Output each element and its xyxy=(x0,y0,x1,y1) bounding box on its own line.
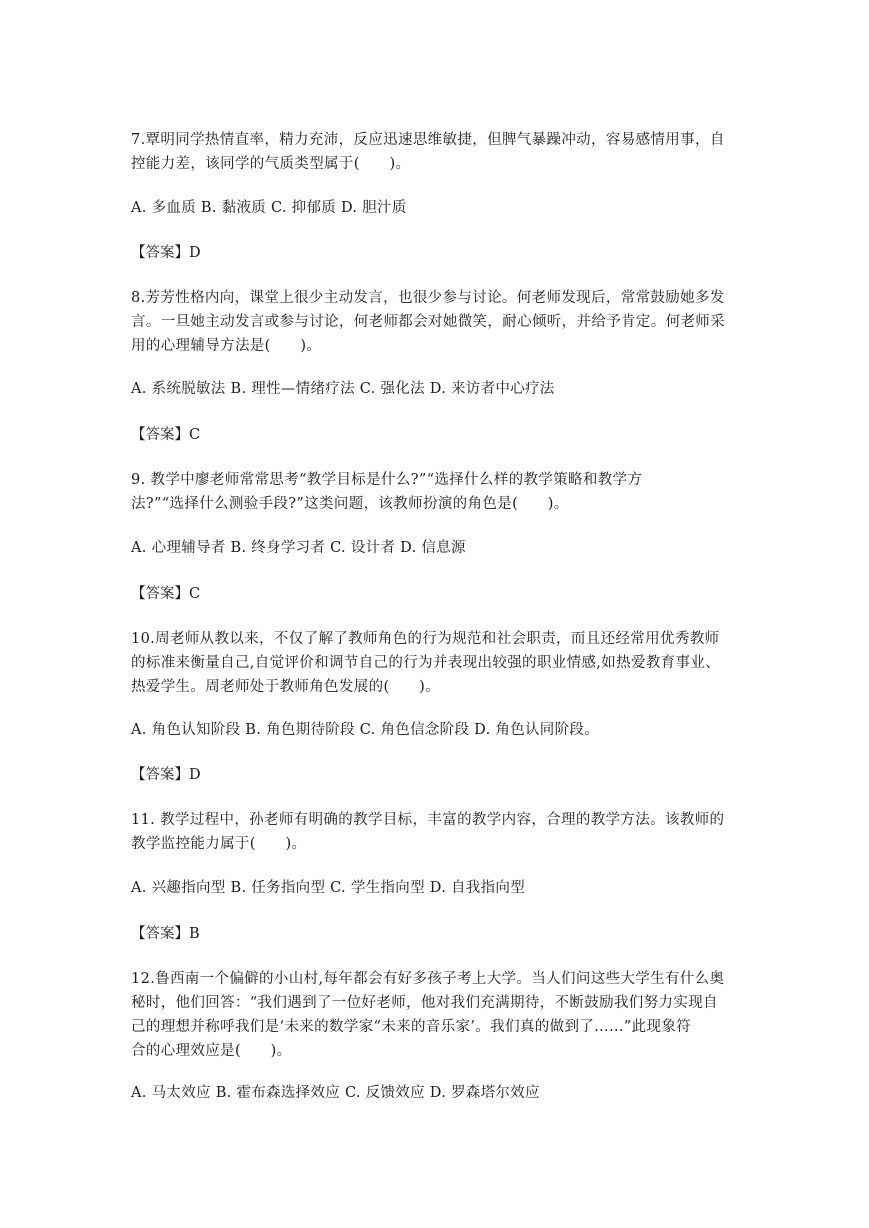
question-11-stem xyxy=(131,808,741,856)
stem-line: 8.芳芳性格内向，课堂上很少主动发言，也很少参与讨论。何老师发现后，常常鼓励她多发 xyxy=(131,290,725,306)
stem-line: 10.周老师从教以来，不仅了解了教师角色的行为规范和社会职责，而且还经常用优秀教师 xyxy=(131,631,720,647)
stem-line: 9. 教学中廖老师常常思考“教学目标是什么?”“选择什么样的教学策略和教学方 xyxy=(131,472,643,488)
stem-line: 的标准来衡量自己,自觉评价和调节自己的行为并表现出较强的职业情感,如热爱教育事业、 xyxy=(131,655,721,671)
question-9-stem xyxy=(131,468,741,516)
stem-line: 用的心理辅导方法是( )。 xyxy=(131,338,322,354)
question-11-answer: 【答案】B xyxy=(131,926,200,942)
question-8-stem xyxy=(131,286,741,358)
stem-line: 秘时，他们回答：“我们遇到了一位好老师，他对我们充满期待，不断鼓励我们努力实现自 xyxy=(131,995,718,1011)
question-8-options: A. 系统脱敏法 B. 理性—情绪疗法 C. 强化法 D. 来访者中心疗法 xyxy=(131,381,555,397)
question-8-answer: 【答案】C xyxy=(131,427,201,443)
stem-line: 法?”“选择什么测验手段?”这类问题，该教师扮演的角色是( )。 xyxy=(131,496,569,512)
stem-line: 7.覃明同学热情直率，精力充沛，反应迅速思维敏捷，但脾气暴躁冲动，容易感情用事，自 xyxy=(131,132,725,148)
stem-line: 11. 教学过程中，孙老师有明确的教学目标，丰富的教学内容，合理的教学方法。该教师的 xyxy=(131,812,725,828)
stem-line: 热爱学生。周老师处于教师角色发展的( )。 xyxy=(131,679,441,695)
stem-line: 教学监控能力属于( )。 xyxy=(131,836,307,852)
question-11-options: A. 兴趣指向型 B. 任务指向型 C. 学生指向型 D. 自我指向型 xyxy=(131,880,526,896)
stem-line: 言。一旦她主动发言或参与讨论，何老师都会对她微笑，耐心倾听，并给予肯定。何老师采 xyxy=(131,314,725,330)
question-9-answer: 【答案】C xyxy=(131,586,201,602)
stem-line: 己的理想并称呼我们是‘未来的数学家“未来的音乐家’。我们真的做到了……”此现象符 xyxy=(131,1019,692,1035)
question-10-stem xyxy=(131,627,741,699)
question-12-options: A. 马太效应 B. 霍布森选择效应 C. 反馈效应 D. 罗森塔尔效应 xyxy=(131,1085,540,1101)
question-10-answer: 【答案】D xyxy=(131,767,201,783)
question-10-options: A. 角色认知阶段 B. 角色期待阶段 C. 角色信念阶段 D. 角色认同阶段。 xyxy=(131,722,600,738)
question-7-stem xyxy=(131,128,741,176)
stem-line: 控能力差，该同学的气质类型属于( )。 xyxy=(131,156,411,172)
stem-line: 12.鲁西南一个偏僻的小山村,每年都会有好多孩子考上大学。当人们问这些大学生有什么奥 xyxy=(131,971,725,987)
question-7-answer: 【答案】D xyxy=(131,245,201,261)
question-9-options: A. 心理辅导者 B. 终身学习者 C. 设计者 D. 信息源 xyxy=(131,540,466,556)
stem-line: 合的心理效应是( )。 xyxy=(131,1043,292,1059)
question-12-stem xyxy=(131,967,741,1063)
question-7-options: A. 多血质 B. 黏液质 C. 抑郁质 D. 胆汁质 xyxy=(131,200,407,216)
